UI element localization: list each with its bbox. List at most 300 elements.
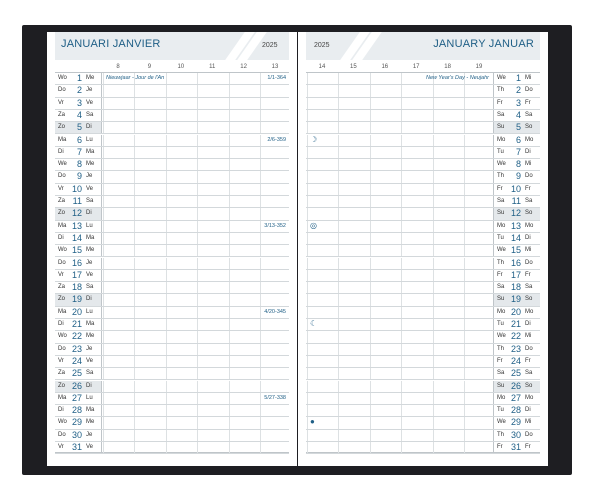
day-number: 15 <box>71 245 82 256</box>
hour-divider <box>338 282 339 293</box>
hour-divider <box>370 122 371 133</box>
day-row[interactable] <box>306 85 540 97</box>
weekday-abbr-alt: Sa <box>525 198 533 204</box>
day-row[interactable] <box>306 307 540 319</box>
day-number: 18 <box>71 282 82 293</box>
hour-divider <box>307 344 308 355</box>
day-row[interactable] <box>55 85 289 97</box>
day-row[interactable] <box>55 442 289 454</box>
hour-divider <box>103 135 104 146</box>
hour-header <box>306 62 540 72</box>
hour-divider <box>260 442 261 453</box>
day-row[interactable] <box>55 184 289 196</box>
hour-divider <box>134 393 135 404</box>
hour-divider <box>166 344 167 355</box>
hour-divider <box>307 442 308 453</box>
day-number: 28 <box>71 405 82 416</box>
weekday-abbr: Vr <box>58 99 64 106</box>
hour-divider <box>464 258 465 269</box>
day-row[interactable] <box>55 331 289 343</box>
day-row[interactable] <box>306 196 540 208</box>
day-row[interactable] <box>55 147 289 159</box>
hour-divider <box>370 294 371 305</box>
hour-divider <box>433 221 434 232</box>
weekday-abbr-alt: Do <box>525 173 533 180</box>
hour-divider <box>464 344 465 355</box>
day-row[interactable] <box>55 430 289 442</box>
day-number: 5 <box>515 122 521 133</box>
day-row[interactable] <box>306 319 540 331</box>
weekday-abbr-alt: Mi <box>525 247 532 254</box>
hour-divider <box>260 184 261 195</box>
day-row[interactable] <box>55 319 289 331</box>
week-info: 2/6-359 <box>267 136 286 143</box>
hour-divider <box>197 307 198 318</box>
hour-divider <box>370 73 371 84</box>
hour-divider <box>166 98 167 109</box>
hour-divider <box>166 110 167 121</box>
hour-divider <box>464 393 465 404</box>
day-number: 14 <box>510 232 521 243</box>
day-row[interactable] <box>55 270 289 282</box>
hour-divider <box>260 122 261 133</box>
weekday-abbr-alt: Di <box>525 407 531 414</box>
hour-divider <box>433 356 434 367</box>
day-row[interactable] <box>55 294 289 306</box>
day-row[interactable] <box>55 208 289 220</box>
hour-divider <box>307 147 308 158</box>
hour-divider <box>197 122 198 133</box>
day-row[interactable] <box>306 98 540 110</box>
hour-divider <box>166 159 167 170</box>
hour-divider <box>260 135 261 146</box>
day-row[interactable] <box>55 245 289 257</box>
right-header-band <box>306 32 540 60</box>
hour-divider <box>370 270 371 281</box>
hour-divider <box>103 381 104 392</box>
day-row[interactable] <box>306 110 540 122</box>
weekday-abbr-alt: Do <box>525 259 533 266</box>
hour-divider <box>166 430 167 441</box>
weekday-abbr-alt: Mi <box>525 419 532 426</box>
hour-divider <box>433 381 434 392</box>
weekday-abbr: Tu <box>497 234 504 241</box>
weekday-abbr-alt: Sa <box>86 198 94 204</box>
week-info: 3/13-352 <box>264 222 286 229</box>
weekday-abbr-alt: Je <box>86 431 93 438</box>
hour-divider <box>338 430 339 441</box>
hour-divider <box>197 356 198 367</box>
day-row[interactable] <box>306 258 540 270</box>
hour-divider <box>260 208 261 219</box>
weekday-abbr-alt: Mi <box>525 75 532 81</box>
moon-phase-icon: ● <box>310 417 315 427</box>
hour-divider <box>197 282 198 293</box>
hour-divider <box>307 381 308 392</box>
day-cell <box>493 73 540 84</box>
right-page <box>298 32 548 466</box>
day-row[interactable] <box>55 196 289 208</box>
hour-divider <box>166 208 167 219</box>
hour-divider <box>338 196 339 207</box>
hour-divider <box>370 221 371 232</box>
hour-divider <box>197 258 198 269</box>
day-row[interactable] <box>306 73 540 85</box>
hour-divider <box>307 159 308 170</box>
hour-divider <box>338 147 339 158</box>
day-number: 11 <box>72 196 82 206</box>
day-number: 26 <box>510 380 521 391</box>
hour-divider <box>338 417 339 428</box>
day-number: 11 <box>511 196 521 206</box>
weekday-abbr: Wo <box>58 419 67 426</box>
day-row[interactable] <box>55 135 289 147</box>
hour-divider <box>338 98 339 109</box>
day-row[interactable] <box>306 417 540 429</box>
hour-divider <box>229 331 230 342</box>
day-cell <box>55 245 102 256</box>
hour-divider <box>401 368 402 379</box>
hour-divider <box>134 368 135 379</box>
weekday-abbr: Di <box>58 407 64 414</box>
day-row[interactable] <box>306 135 540 147</box>
hour-divider <box>433 442 434 453</box>
hour-divider <box>166 393 167 404</box>
day-number: 10 <box>71 183 82 194</box>
weekday-abbr: Di <box>58 148 64 155</box>
hour-divider <box>229 344 230 355</box>
weekday-abbr: Tu <box>497 148 504 155</box>
hour-divider <box>166 294 167 305</box>
hour-divider <box>166 135 167 146</box>
day-number: 21 <box>510 319 521 329</box>
hour-divider <box>229 430 230 441</box>
weekday-abbr-alt: Di <box>86 296 92 303</box>
hour-divider <box>464 270 465 281</box>
hour-divider <box>134 135 135 146</box>
day-cell <box>493 307 540 318</box>
day-row[interactable] <box>55 417 289 429</box>
day-row[interactable] <box>306 221 540 233</box>
hour-divider <box>433 233 434 244</box>
hour-divider <box>166 73 167 84</box>
hour-divider <box>370 356 371 367</box>
day-row[interactable] <box>306 184 540 196</box>
hour-divider <box>433 393 434 404</box>
day-number: 13 <box>510 220 521 231</box>
weekday-abbr: Di <box>58 234 64 241</box>
weekday-abbr-alt: Lu <box>86 136 93 143</box>
hour-divider <box>166 270 167 281</box>
day-cell <box>55 381 102 392</box>
hour-divider <box>370 110 371 121</box>
weekday-abbr-alt: Di <box>525 148 531 155</box>
weekday-abbr: Mo <box>497 136 506 143</box>
hour-divider <box>307 405 308 416</box>
hour-label: 13 <box>271 64 279 70</box>
weekday-abbr-alt: Sa <box>86 370 94 377</box>
weekday-abbr: Fr <box>497 444 503 450</box>
hour-divider <box>197 417 198 428</box>
hour-divider <box>134 221 135 232</box>
day-cell <box>55 122 102 133</box>
hour-divider <box>260 85 261 96</box>
day-row[interactable] <box>306 245 540 257</box>
hour-divider <box>134 417 135 428</box>
hour-divider <box>166 184 167 195</box>
day-number: 5 <box>76 122 82 133</box>
day-number: 4 <box>515 109 521 120</box>
day-cell <box>493 331 540 342</box>
day-row[interactable] <box>55 307 289 319</box>
hour-divider <box>103 307 104 318</box>
hour-divider <box>229 356 230 367</box>
day-row[interactable] <box>306 122 540 134</box>
holiday-label: Nieuwjaar - Jour de l'An <box>106 75 165 81</box>
day-number: 7 <box>515 146 521 157</box>
hour-divider <box>401 417 402 428</box>
hour-divider <box>433 171 434 182</box>
weekday-abbr-alt: Ma <box>86 407 95 414</box>
weekday-abbr: Zo <box>58 124 66 131</box>
hour-divider <box>370 368 371 379</box>
hour-divider <box>401 282 402 293</box>
hour-divider <box>401 122 402 133</box>
day-row[interactable] <box>55 98 289 110</box>
hour-divider <box>197 196 198 207</box>
day-row[interactable] <box>55 381 289 393</box>
weekday-abbr: We <box>497 75 506 81</box>
weekday-abbr: Wo <box>58 333 67 340</box>
day-number: 9 <box>515 171 521 182</box>
day-cell <box>55 73 102 84</box>
hour-divider <box>197 294 198 305</box>
hour-divider <box>166 319 167 330</box>
hour-divider <box>197 171 198 182</box>
day-row[interactable] <box>55 233 289 245</box>
weekday-abbr: Wo <box>58 247 67 254</box>
hour-divider <box>370 135 371 146</box>
day-row[interactable] <box>55 282 289 294</box>
hour-divider <box>307 368 308 379</box>
hour-divider <box>401 430 402 441</box>
hour-divider <box>338 270 339 281</box>
day-number: 13 <box>71 220 82 231</box>
hour-divider <box>166 122 167 133</box>
week-info: 5/27-338 <box>264 394 286 401</box>
hour-divider <box>370 282 371 293</box>
hour-divider <box>229 147 230 158</box>
hour-divider <box>464 221 465 232</box>
hour-divider <box>338 122 339 133</box>
hour-divider <box>401 294 402 305</box>
day-row[interactable] <box>306 356 540 368</box>
day-cell <box>55 430 102 441</box>
hour-divider <box>229 405 230 416</box>
weekday-abbr: We <box>497 419 506 426</box>
weekday-abbr-alt: Di <box>86 124 92 131</box>
day-number: 3 <box>76 97 82 108</box>
hour-divider <box>433 196 434 207</box>
day-row[interactable] <box>306 393 540 405</box>
day-row[interactable] <box>306 233 540 245</box>
day-row[interactable] <box>306 442 540 454</box>
day-row[interactable] <box>306 294 540 306</box>
hour-divider <box>370 258 371 269</box>
hour-divider <box>229 85 230 96</box>
weekday-abbr-alt: Ma <box>86 148 95 155</box>
day-row[interactable] <box>55 393 289 405</box>
day-row[interactable] <box>55 368 289 380</box>
weekday-abbr-alt: Mo <box>525 136 534 143</box>
day-cell <box>55 368 102 379</box>
hour-divider <box>260 282 261 293</box>
hour-divider <box>260 393 261 404</box>
weekday-abbr: Sa <box>497 284 505 291</box>
hour-divider <box>134 110 135 121</box>
hour-header <box>55 62 289 72</box>
hour-divider <box>307 417 308 428</box>
day-cell <box>55 442 102 453</box>
day-row[interactable] <box>306 147 540 159</box>
weekday-abbr-alt: Lu <box>86 222 93 229</box>
weekday-abbr-alt: So <box>525 296 533 303</box>
weekday-abbr-alt: Fr <box>525 185 531 192</box>
hour-divider <box>433 85 434 96</box>
hour-divider <box>370 233 371 244</box>
day-row[interactable] <box>306 430 540 442</box>
day-cell <box>55 159 102 170</box>
day-row[interactable] <box>55 221 289 233</box>
day-row[interactable] <box>306 405 540 417</box>
hour-divider <box>260 307 261 318</box>
day-row[interactable] <box>55 405 289 417</box>
weekday-abbr-alt: Me <box>86 247 95 254</box>
hour-divider <box>134 184 135 195</box>
moon-phase-icon: ◎ <box>310 220 317 230</box>
weekday-abbr-alt: Sa <box>525 370 533 377</box>
hour-divider <box>197 430 198 441</box>
day-cell <box>55 294 102 305</box>
day-row[interactable] <box>306 270 540 282</box>
hour-divider <box>401 233 402 244</box>
day-number: 31 <box>71 442 82 452</box>
day-number: 9 <box>76 171 82 182</box>
hour-divider <box>338 307 339 318</box>
hour-divider <box>134 344 135 355</box>
day-row[interactable] <box>306 208 540 220</box>
hour-divider <box>134 208 135 219</box>
hour-divider <box>134 319 135 330</box>
day-cell <box>493 98 540 109</box>
hour-divider <box>401 405 402 416</box>
hour-divider <box>103 98 104 109</box>
day-row[interactable] <box>55 356 289 368</box>
hour-divider <box>464 122 465 133</box>
day-cell <box>493 196 540 207</box>
day-cell <box>55 208 102 219</box>
hour-divider <box>197 208 198 219</box>
weekday-abbr: Tu <box>497 321 504 327</box>
day-row[interactable] <box>306 381 540 393</box>
hour-divider <box>307 393 308 404</box>
hour-divider <box>103 208 104 219</box>
day-row[interactable] <box>55 159 289 171</box>
weekday-abbr-alt: Mi <box>525 333 532 340</box>
hour-divider <box>370 430 371 441</box>
hour-divider <box>229 270 230 281</box>
day-number: 27 <box>71 392 82 403</box>
hour-divider <box>433 344 434 355</box>
day-row[interactable] <box>55 122 289 134</box>
hour-divider <box>338 73 339 84</box>
hour-label: 9 <box>147 64 152 70</box>
hour-divider <box>370 208 371 219</box>
hour-divider <box>197 368 198 379</box>
day-row[interactable] <box>306 368 540 380</box>
day-number: 3 <box>515 97 521 108</box>
day-number: 25 <box>71 368 82 379</box>
hour-divider <box>464 208 465 219</box>
day-row[interactable] <box>55 171 289 183</box>
hour-divider <box>338 393 339 404</box>
weekday-abbr: We <box>497 333 506 340</box>
hour-divider <box>260 196 261 207</box>
day-row[interactable] <box>306 331 540 343</box>
hour-divider <box>370 381 371 392</box>
day-row[interactable] <box>55 344 289 356</box>
hour-divider <box>464 135 465 146</box>
weekday-abbr: Wo <box>58 75 67 81</box>
hour-divider <box>103 85 104 96</box>
hour-divider <box>433 245 434 256</box>
hour-divider <box>338 85 339 96</box>
weekday-abbr: Fr <box>497 357 503 364</box>
hour-divider <box>401 85 402 96</box>
hour-divider <box>433 122 434 133</box>
day-row[interactable] <box>55 258 289 270</box>
day-row[interactable] <box>55 110 289 122</box>
day-row[interactable] <box>306 159 540 171</box>
hour-divider <box>229 208 230 219</box>
day-row[interactable] <box>306 171 540 183</box>
weekday-abbr: We <box>497 247 506 254</box>
day-cell <box>493 282 540 293</box>
hour-divider <box>134 233 135 244</box>
hour-divider <box>401 442 402 453</box>
day-row[interactable] <box>306 344 540 356</box>
day-number: 20 <box>510 306 521 317</box>
hour-divider <box>166 282 167 293</box>
hour-divider <box>370 344 371 355</box>
hour-divider <box>307 110 308 121</box>
weekday-abbr-alt: Me <box>86 75 95 81</box>
hour-divider <box>134 356 135 367</box>
day-number: 23 <box>510 343 521 354</box>
weekday-abbr: Za <box>58 111 66 118</box>
day-row[interactable] <box>55 73 289 85</box>
day-row[interactable] <box>306 282 540 294</box>
weekday-abbr-alt: Di <box>86 382 92 389</box>
hour-divider <box>433 110 434 121</box>
day-number: 31 <box>510 442 521 452</box>
day-number: 6 <box>76 134 82 145</box>
hour-divider <box>229 135 230 146</box>
hour-divider <box>307 270 308 281</box>
hour-divider <box>307 356 308 367</box>
hour-divider <box>338 442 339 453</box>
weekday-abbr-alt: Di <box>525 321 531 327</box>
